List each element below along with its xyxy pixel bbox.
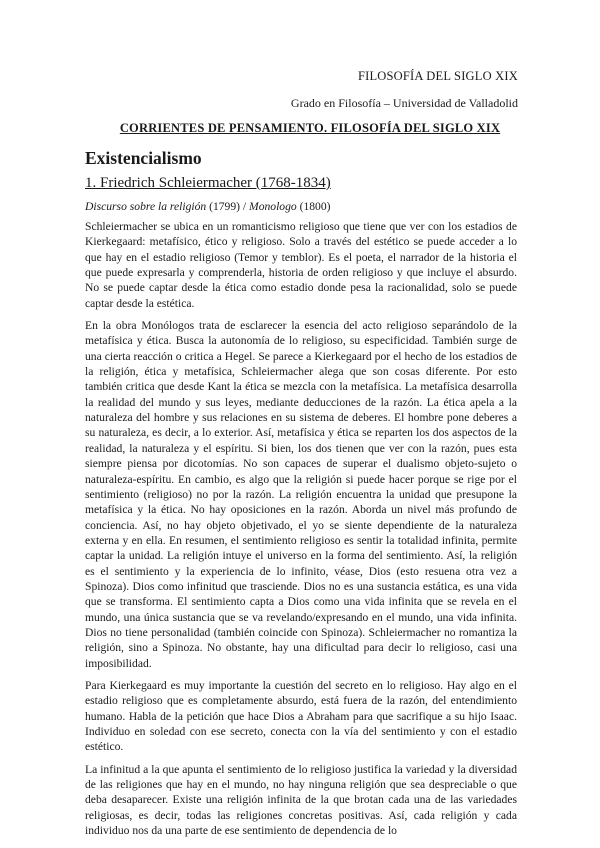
header-course: FILOSOFÍA DEL SIGLO XIX	[357, 69, 518, 83]
paragraph: La infinitud a la que apunta el sentimiento de lo religioso justifica la variedad y la diversidad de las religiones que hay en el mundo, no hay ninguna religión que sea despreciable o que deba desaparecer. Existe una religión infinita de la que brotan cada una de las variedades religiosas, es decir, todas las religiones concretas positivas. Así, cada religión y cada individuo nos da una parte de ese sentimiento de dependencia de lo	[85, 762, 517, 838]
paragraph: En la obra Monólogos trata de esclarecer la esencia del acto religioso separándolo de la metafísica y ética. Busca la autonomía de lo religioso, su especificidad. También surge de una cierta reacción o critica a Hegel. Se parece a Kierkegaard por el hecho de los estadios de la religión, ética y metafísica, Schleiermacher alega que son cosas diferente. Por esto también critica que desde Kant la ética se mezcla con la metafísica. La metafísica desarrolla la realidad del mundo y sus leyes, mediante deducciones de la razón. La ética apela a la naturaleza del hombre y sus relaciones en su sistema de deberes. El hombre pone deberes a su naturaleza, es decir, a lo exterior. Así, metafísica y ética se reparten los dos aspectos de la realidad, la naturaleza y el espíritu. Si bien, los dos tienen que ver con la razón, pues esta siempre piensa por dicotomías. No son capaces de superar el dualismo objeto-sujeto o naturaleza-espíritu. En cambio, es algo que la religión si puede hacer porque se rige por el sentimiento (religioso) no por la razón. La religión encuentra la unidad que presupone la metafísica y la ética. No hay oposiciones en la razón. Aborda un nivel más profundo de conciencia. Así, no hay objeto objetivado, el yo se siente dependiente de la naturaleza externa y en ella. En resumen, el sentimiento religioso es sentir la totalidad infinita, permite captar la unidad. La religión intuye el universo en la forma del sentimiento. Así, la religión es el sentimiento y la experiencia de lo infinito, véase, Dios (esto resuena otra vez a Spinoza). Dios como infinitud que trasciende. Dios no es una sustancia estática, es una vida que se transforma. El sentimiento capta a Dios como una vida infinita que se revela en el mundo, una única sustancia que se va revelando/expresando en el mundo, una vida infinita. Dios no tiene personalidad (también coincide con Spinoza). Schleiermacher no romantiza la religión, sino a Spinoza. No obstante, hay una dificultad para decir lo religioso, casi una imposibilidad.	[85, 319, 517, 670]
subsection-title: 1. Friedrich Schleiermacher (1768-1834)	[85, 175, 331, 191]
document-banner: CORRIENTES DE PENSAMIENTO. FILOSOFÍA DEL SIGLO XIX	[119, 121, 501, 135]
header-program: Grado en Filosofía – Universidad de Valladolid	[290, 96, 518, 110]
work-2-year: (1800)	[296, 200, 331, 213]
work-2-title: Monologo	[249, 200, 297, 213]
works-line	[85, 200, 331, 213]
paragraph: Schleiermacher se ubica en un romanticismo religioso que tiene que ver con los estadios de Kierkegaard: metafísico, ético y religioso. Solo a través del estético se puede acceder a lo que hay en el estadio religioso (Temor y temblor). Es el poeta, el narrador de la historia el que puede expresarla y comprenderla, historia de orden religioso y que incluye el absurdo. No se puede captar desde la ética como estadio donde pesa la racionalidad, solo se puede captar desde la estética.	[85, 220, 517, 310]
section-title: Existencialismo	[85, 148, 202, 168]
work-1-year: (1799) /	[206, 200, 250, 213]
paragraph: Para Kierkegaard es muy importante la cuestión del secreto en lo religioso. Hay algo en el estadio religioso que es completamente absurdo, está fuera de la razón, del entendimiento humano. Habla de la petición que hace Dios a Abraham para que sacrifique a su hijo Isaac. Individuo en soledad con ese secreto, conecta con la vía del sentimiento y con el estadio estético.	[85, 678, 517, 754]
body-text	[85, 219, 517, 845]
work-1-title: Discurso sobre la religión	[85, 200, 207, 213]
